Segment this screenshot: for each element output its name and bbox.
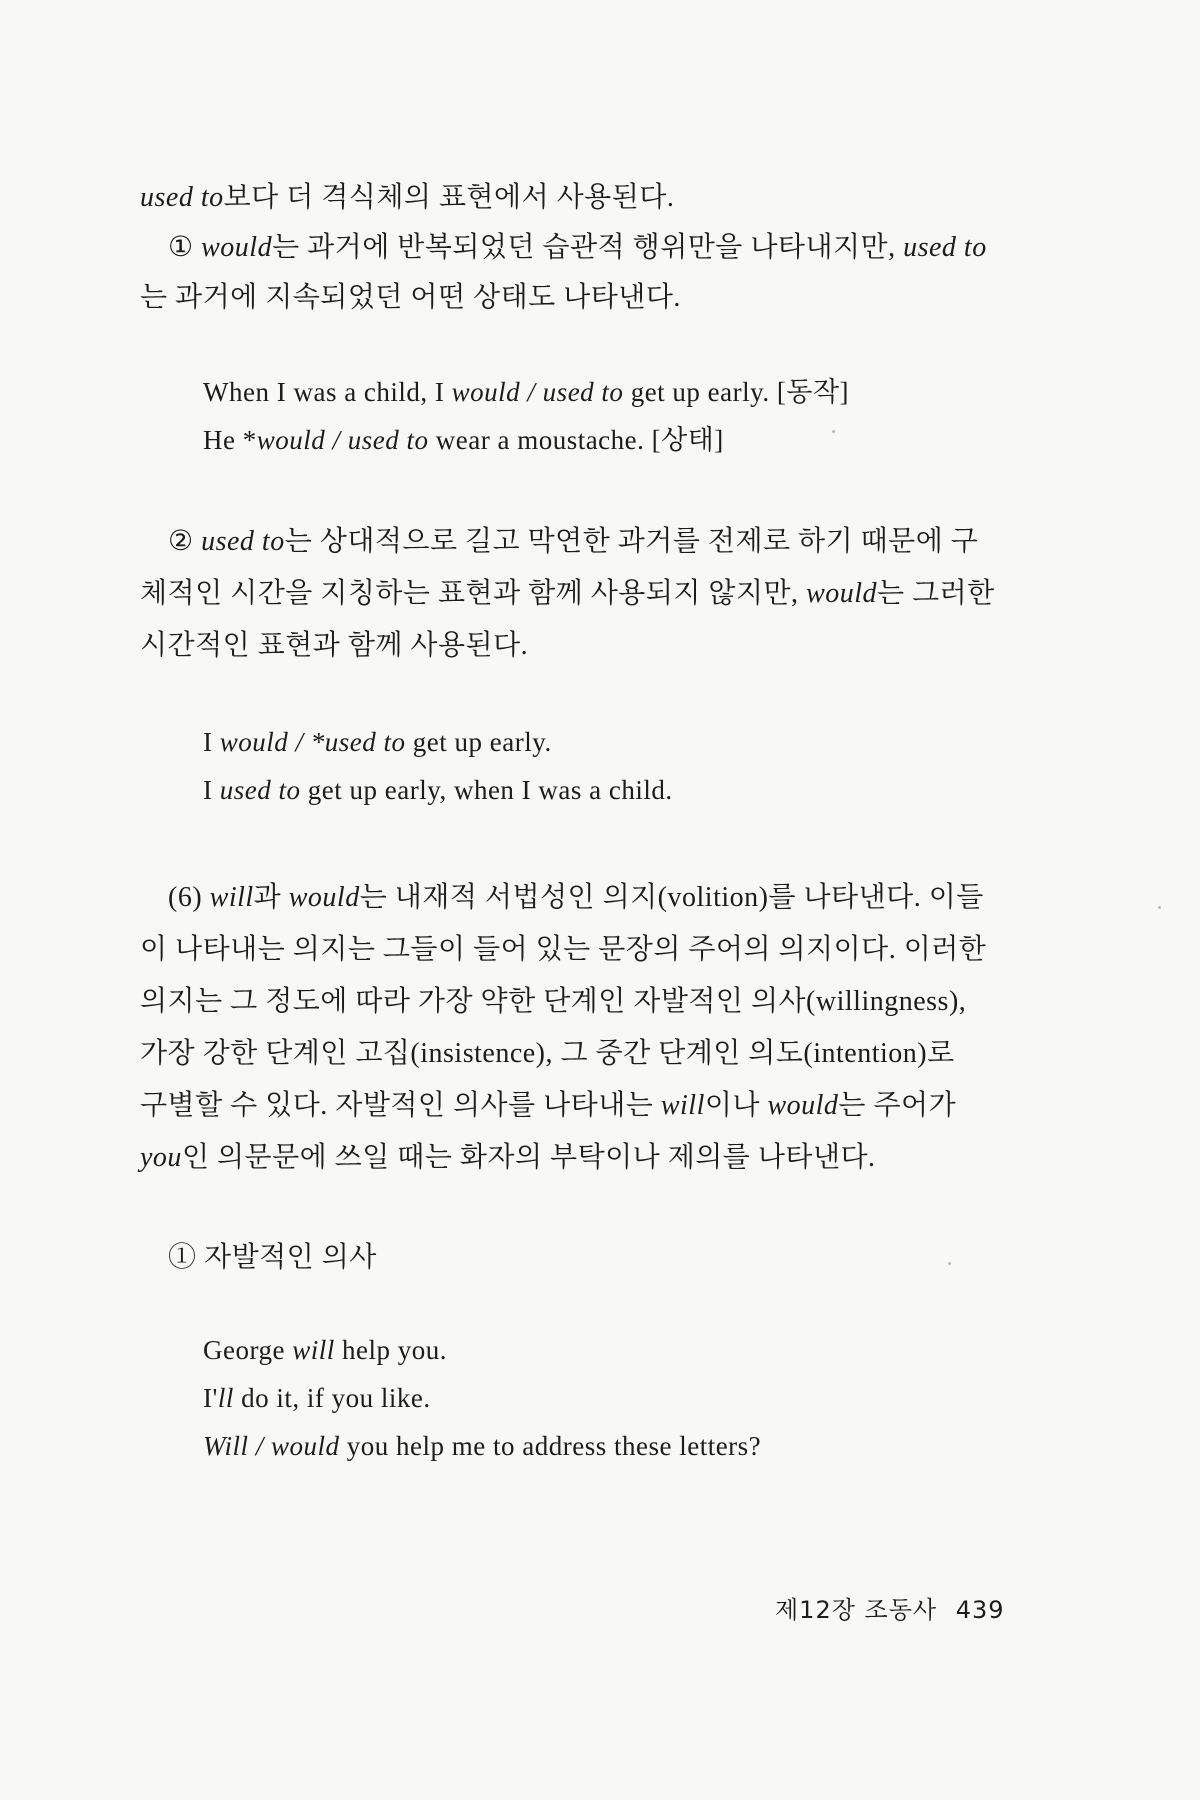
example-text: When I was a child, I — [203, 377, 445, 407]
term-would: would — [767, 1090, 839, 1121]
example-text: help you. — [342, 1335, 447, 1365]
intro-line — [140, 176, 674, 220]
example-text: I' — [203, 1383, 218, 1413]
para6-line5 — [140, 1084, 956, 1128]
sub-title: 자발적인 의사 — [204, 1242, 377, 1273]
example-text: get up early. [동작] — [630, 377, 850, 407]
para-text: 구별할 수 있다. 자발적인 의사를 나타내는 — [140, 1090, 654, 1121]
example-sentence — [203, 418, 724, 462]
para-text: 인 의문문에 쓰일 때는 화자의 부탁이나 제의를 나타낸다. — [181, 1142, 876, 1173]
example-italic: will — [292, 1335, 335, 1365]
item1-line1 — [168, 226, 987, 270]
page-footer — [775, 1590, 1005, 1625]
term-would: would — [806, 578, 878, 609]
para-text: 는 주어가 — [838, 1090, 957, 1121]
term-you: you — [140, 1142, 182, 1173]
term-will: will — [209, 882, 254, 913]
sub-heading — [168, 1236, 377, 1280]
para-text: 는 내재적 서법성인 의지(volition)를 나타낸다. 이들 — [359, 882, 984, 913]
example-sentence — [203, 768, 673, 812]
para6-line4: 가장 강한 단계인 고집(insistence), 그 중간 단계인 의도(intention)로 — [140, 1038, 955, 1069]
item2-text: 는 그러한 — [877, 578, 995, 609]
item1-text: 는 과거에 반복되었던 습관적 행위만을 나타내지만, — [272, 232, 896, 263]
example-italic: used to — [219, 775, 301, 805]
example-text: get up early. — [412, 727, 552, 757]
example-text: you help me to address these letters? — [346, 1431, 762, 1461]
term-used-to: used to — [201, 526, 285, 557]
section-number: (6) — [168, 882, 203, 913]
example-text: I — [203, 727, 213, 757]
term-would: would — [201, 232, 273, 263]
para6-line2: 이 나타내는 의지는 그들이 들어 있는 문장의 주어의 의지이다. 이러한 — [140, 934, 987, 965]
example-text: wear a moustache. [상태] — [435, 425, 724, 455]
item2-text: 는 상대적으로 길고 막연한 과거를 전제로 하기 때문에 구 — [284, 526, 979, 557]
example-text: George — [203, 1335, 285, 1365]
item2-line2 — [140, 572, 995, 616]
example-italic: would / used to — [451, 377, 624, 407]
item1-line2: 는 과거에 지속되었던 어떤 상태도 나타낸다. — [140, 282, 681, 313]
sub-number: ① — [168, 1242, 197, 1273]
para6-line1 — [168, 876, 984, 920]
example-text: do it, if you like. — [241, 1383, 431, 1413]
para6-line6 — [140, 1136, 876, 1180]
scan-speck — [1158, 906, 1161, 909]
example-sentence — [203, 1328, 447, 1372]
term-will: will — [660, 1090, 705, 1121]
example-text: get up early, when I was a child. — [307, 775, 673, 805]
scan-speck — [948, 1262, 951, 1265]
item2-line1 — [168, 520, 978, 564]
example-italic: would / used to — [256, 425, 429, 455]
chapter-label: 제12장 조동사 — [775, 1596, 938, 1624]
example-italic: ll — [217, 1383, 234, 1413]
item2-text: 체적인 시간을 지칭하는 표현과 함께 사용되지 않지만, — [140, 578, 799, 609]
item1-number: ① — [168, 232, 194, 263]
example-sentence — [203, 1376, 431, 1420]
page-number: 439 — [955, 1596, 1005, 1624]
term-would: would — [288, 882, 360, 913]
scan-speck — [832, 430, 835, 433]
para-text: 과 — [253, 882, 282, 913]
term-used-to: used to — [140, 182, 224, 213]
example-italic: Will / would — [203, 1431, 340, 1461]
example-sentence — [203, 720, 552, 764]
example-text: I — [203, 775, 213, 805]
para6-line3: 의지는 그 정도에 따라 가장 약한 단계인 자발적인 의사(willingness), — [140, 986, 967, 1017]
item2-number: ② — [168, 526, 194, 557]
term-used-to: used to — [903, 232, 987, 263]
example-sentence — [203, 1424, 761, 1468]
example-italic: would / *used to — [219, 727, 406, 757]
intro-text: 보다 더 격식체의 표현에서 사용된다. — [223, 182, 675, 213]
para-text: 이나 — [704, 1090, 760, 1121]
item2-line3: 시간적인 표현과 함께 사용된다. — [140, 630, 529, 661]
example-sentence — [203, 370, 849, 414]
example-text: He * — [203, 425, 257, 455]
